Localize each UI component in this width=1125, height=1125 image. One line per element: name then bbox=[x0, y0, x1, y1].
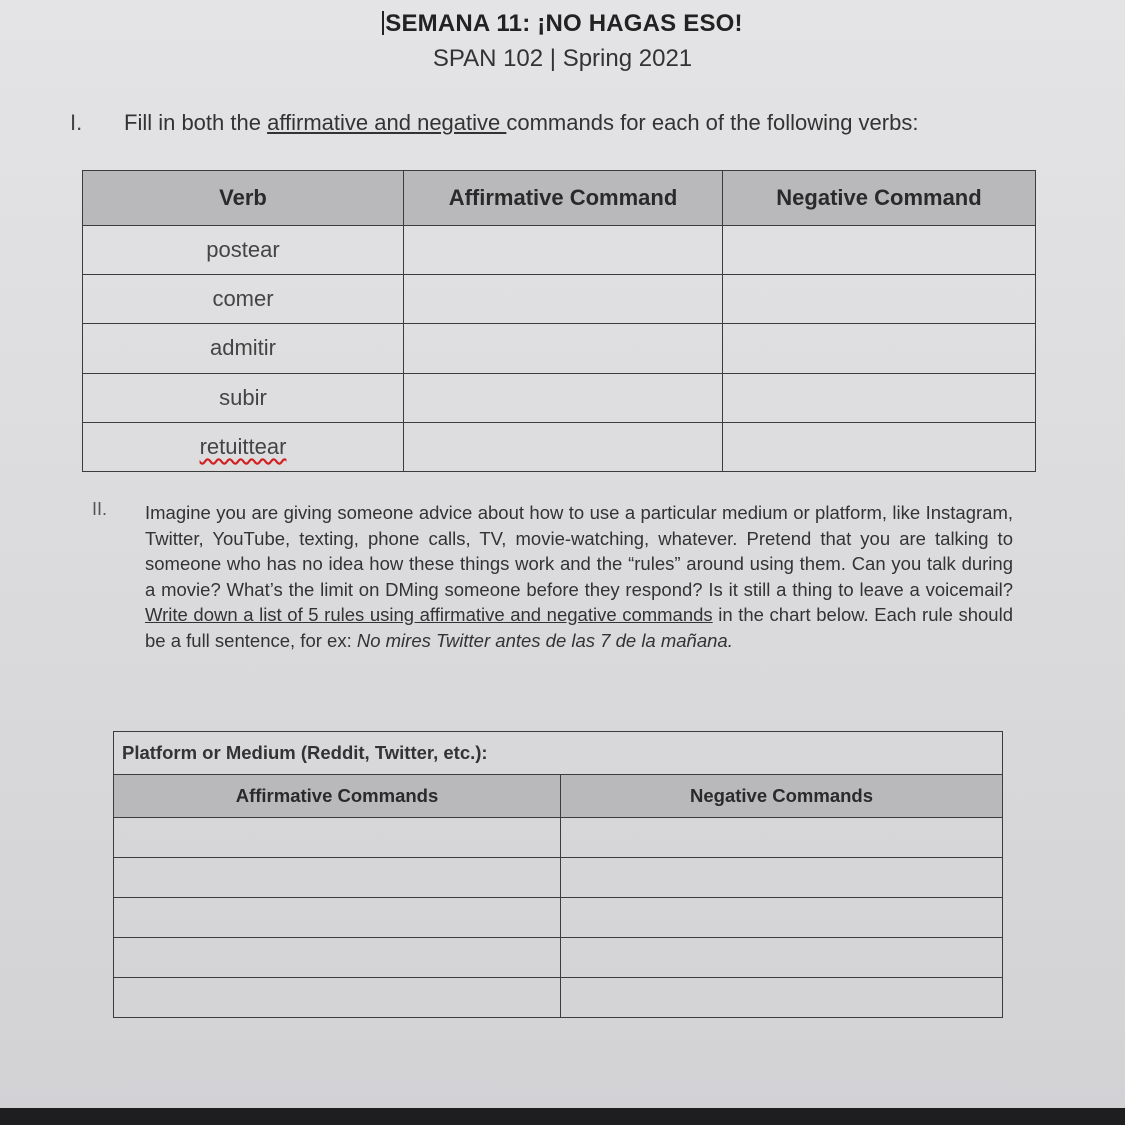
header-affirmative-commands: Affirmative Commands bbox=[114, 775, 561, 818]
negative-cell[interactable] bbox=[723, 226, 1036, 275]
header-verb: Verb bbox=[83, 171, 404, 226]
verb-cell: postear bbox=[83, 226, 404, 275]
negative-cell[interactable] bbox=[723, 373, 1036, 422]
affirmative-cell[interactable] bbox=[404, 275, 723, 324]
section-1-numeral: I. bbox=[70, 110, 83, 135]
text-cursor bbox=[382, 11, 384, 35]
monitor-bezel bbox=[0, 1108, 1125, 1125]
table-row bbox=[114, 898, 1003, 938]
header-affirmative: Affirmative Command bbox=[404, 171, 723, 226]
header-negative-commands: Negative Commands bbox=[561, 775, 1003, 818]
verb-cell: comer bbox=[83, 275, 404, 324]
page-subtitle: SPAN 102 | Spring 2021 bbox=[432, 45, 693, 72]
section-2-numeral: II. bbox=[92, 499, 108, 519]
verb-cell: admitir bbox=[83, 324, 404, 373]
header-negative: Negative Command bbox=[723, 171, 1036, 226]
table-row bbox=[83, 275, 1036, 324]
verb-commands-table bbox=[82, 170, 1036, 472]
section-1-instructions: Fill in both the affirmative and negative commands for each of the following verbs: bbox=[124, 110, 919, 135]
negative-rule-cell[interactable] bbox=[561, 858, 1003, 898]
verb-cell bbox=[83, 422, 404, 471]
table-row bbox=[114, 818, 1003, 858]
affirmative-rule-cell[interactable] bbox=[114, 938, 561, 978]
negative-cell[interactable] bbox=[723, 422, 1036, 471]
table-header-row bbox=[114, 775, 1003, 818]
table-row bbox=[114, 938, 1003, 978]
section-2-instructions: Imagine you are giving someone advice about how to use a particular medium or platform, like Instagram, Twitter, YouTube, texting, phone calls, TV, movie-watching, whatever. Pretend that you are talking to someone who has no idea how these things work and the “rules” around using them. Can you talk during a movie? What’s the limit on DMing someone before they respond? Is it still a thing to leave a voicemail? Write down a list of 5 rules using affirmative and negative commands in the chart below. Each rule should be a full sentence, for ex: No mires Twitter antes de las 7 de la mañana. bbox=[145, 502, 1013, 651]
affirmative-cell[interactable] bbox=[404, 226, 723, 275]
affirmative-rule-cell[interactable] bbox=[114, 858, 561, 898]
example-sentence: No mires Twitter antes de las 7 de la mañana. bbox=[356, 629, 733, 651]
negative-rule-cell[interactable] bbox=[561, 978, 1003, 1018]
negative-cell[interactable] bbox=[723, 275, 1036, 324]
affirmative-rule-cell[interactable] bbox=[114, 898, 561, 938]
table-row bbox=[83, 373, 1036, 422]
affirmative-cell[interactable] bbox=[404, 324, 723, 373]
negative-rule-cell[interactable] bbox=[561, 898, 1003, 938]
table-row bbox=[114, 858, 1003, 898]
table-row bbox=[83, 324, 1036, 373]
negative-rule-cell[interactable] bbox=[561, 818, 1003, 858]
page-title: SEMANA 11: ¡NO HAGAS ESO! bbox=[0, 10, 1125, 38]
negative-cell[interactable] bbox=[723, 324, 1036, 373]
table-row bbox=[83, 422, 1036, 471]
verb-cell: subir bbox=[83, 373, 404, 422]
platform-row bbox=[114, 732, 1003, 775]
affirmative-cell[interactable] bbox=[404, 373, 723, 422]
table-header-row bbox=[83, 171, 1036, 226]
table-row bbox=[114, 978, 1003, 1018]
platform-label[interactable]: Platform or Medium (Reddit, Twitter, etc.): bbox=[114, 732, 1003, 775]
affirmative-rule-cell[interactable] bbox=[114, 818, 561, 858]
affirmative-cell[interactable] bbox=[404, 422, 723, 471]
affirmative-rule-cell[interactable] bbox=[114, 978, 561, 1018]
rules-table bbox=[113, 731, 1003, 1018]
spellcheck-word: retuittear bbox=[199, 433, 287, 459]
negative-rule-cell[interactable] bbox=[561, 938, 1003, 978]
table-row bbox=[83, 226, 1036, 275]
